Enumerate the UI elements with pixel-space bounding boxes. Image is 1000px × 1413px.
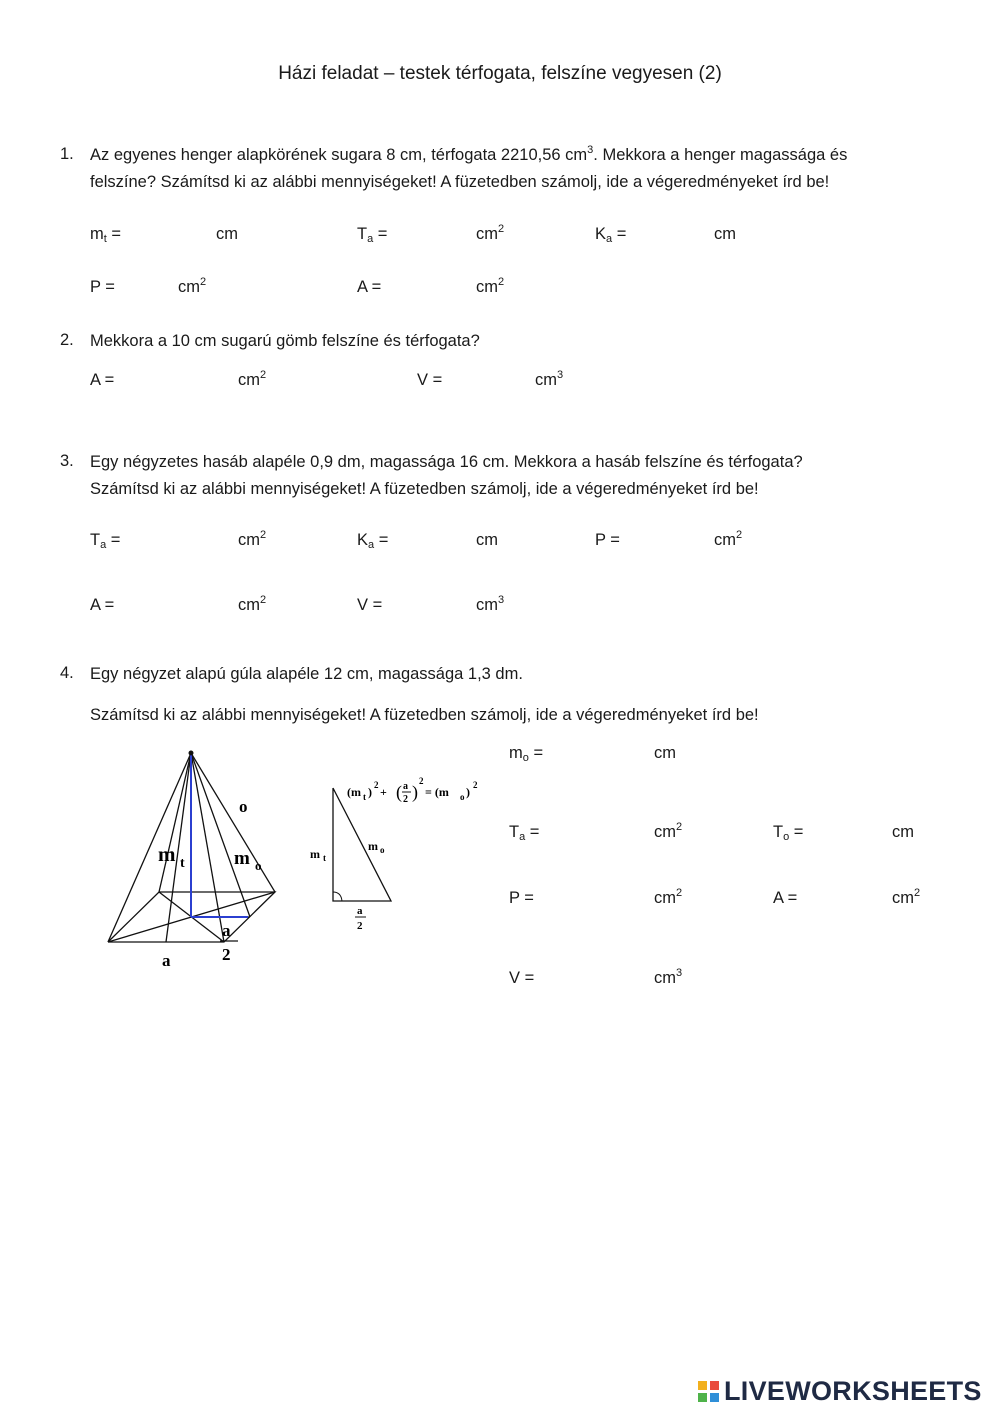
q4-ta-label: $T_a$ = [509, 823, 540, 843]
logo-square-l [698, 1381, 707, 1390]
q1-ka-unit: cm [714, 225, 736, 243]
q1-p-label: P = [90, 278, 115, 296]
q2-number: 2. [60, 331, 74, 349]
q4-mo-label: $m_o$ = [509, 744, 544, 764]
q4-v-label: V = [509, 969, 535, 987]
pyramid-label-mt: m [158, 842, 176, 866]
formula-plus: + [380, 785, 387, 799]
q1-ta-label: $T_a$ = [357, 225, 388, 245]
pyramid-label-a: a [162, 951, 171, 970]
pyramid-label-half-den: 2 [222, 945, 231, 964]
formula-frac-num: a [403, 781, 408, 792]
formula-exp3: 2 [473, 780, 478, 790]
q3-ka-unit: cm [476, 531, 498, 549]
liveworksheets-logo-text: LIVEWORKSHEETS [724, 1376, 982, 1406]
formula-mt: (m [347, 785, 361, 799]
q1-p-unit: $cm^2$ [178, 276, 207, 296]
q4-text-line2: Számítsd ki az alábbi mennyiségeket! A füzetedben számolj, ide a végeredményeket írd be! [90, 706, 759, 724]
q3-v-unit: $cm^3$ [476, 594, 505, 614]
q3-ta-unit: $cm^2$ [238, 529, 267, 549]
q4-a-unit: $cm^2$ [892, 887, 921, 907]
formula-exp2: 2 [419, 776, 424, 786]
triangle-label-mo: m [368, 839, 378, 853]
formula-eq: = (m [425, 785, 449, 799]
formula-mt-sub: t [363, 792, 366, 802]
page-title: Házi feladat – testek térfogata, felszíne vegyesen (2) [278, 63, 722, 84]
q1-ta-unit: $cm^2$ [476, 223, 505, 243]
triangle-label-half-den: 2 [357, 920, 363, 932]
q3-a-unit: $cm^2$ [238, 594, 267, 614]
pyramid-label-o: o [239, 797, 248, 816]
q1-mt-unit: cm [216, 225, 238, 243]
liveworksheets-logo-icon [698, 1381, 722, 1405]
pyramid-label-mo-sub: o [255, 858, 262, 873]
q3-ta-label: $T_a$ = [90, 531, 121, 551]
q1-a-label: A = [357, 278, 382, 296]
triangle-label-mt-sub: t [323, 853, 326, 863]
pyramid-label-mt-sub: t [180, 856, 185, 871]
q2-a-label: A = [90, 371, 115, 389]
formula-exp1: 2 [374, 780, 379, 790]
q4-mo-unit: cm [654, 744, 676, 762]
triangle-label-mt: m [310, 847, 320, 861]
q3-a-label: A = [90, 596, 115, 614]
formula-mo-sub: o [460, 792, 465, 802]
triangle-label-half-num: a [357, 905, 363, 917]
q1-text-line1: Az egyenes henger alapkörének sugara 8 cm, térfogata 2210,56 $cm^3$. Mekkora a henger magassága és [90, 144, 848, 164]
q4-to-label: $T_o$ = [773, 823, 804, 843]
q1-a-unit: $cm^2$ [476, 276, 505, 296]
q1-number: 1. [60, 145, 74, 163]
q4-to-unit: cm [892, 823, 914, 841]
q4-ta-unit: $cm^2$ [654, 821, 683, 841]
right-triangle-figure [305, 770, 500, 940]
q2-a-unit: $cm^2$ [238, 369, 267, 389]
q2-v-unit: $cm^3$ [535, 369, 564, 389]
q1-ka-label: $K_a$ = [595, 225, 627, 245]
q2-v-label: V = [417, 371, 443, 389]
q4-p-label: P = [509, 889, 534, 907]
svg-text:): ) [412, 782, 418, 802]
formula-close1: ) [368, 785, 372, 799]
triangle-label-mo-sub: o [380, 845, 385, 855]
q4-number: 4. [60, 664, 74, 682]
q1-mt-label: $m_t$ = [90, 225, 122, 245]
q4-p-unit: $cm^2$ [654, 887, 683, 907]
pyramid-label-half-num: a [222, 921, 231, 940]
q3-v-label: V = [357, 596, 383, 614]
pyramid-label-mo: m [234, 848, 250, 869]
q1-text-line2: felszíne? Számítsd ki az alábbi mennyiségeket! A füzetedben számolj, ide a végeredményeket írd be! [90, 173, 830, 191]
q3-p-label: P = [595, 531, 620, 549]
logo-square-i [710, 1381, 719, 1390]
formula-frac-den: 2 [403, 794, 408, 805]
formula-close2: ) [466, 785, 470, 799]
pyramid-figure [100, 745, 300, 975]
q3-ka-label: $K_a$ = [357, 531, 389, 551]
logo-square-v [698, 1393, 707, 1402]
q3-text-line1: Egy négyzetes hasáb alapéle 0,9 dm, magassága 16 cm. Mekkora a hasáb felszíne és térfogata? [90, 453, 803, 471]
q3-text-line2: Számítsd ki az alábbi mennyiségeket! A füzetedben számolj, ide a végeredményeket írd be! [90, 480, 759, 498]
q2-text-line1: Mekkora a 10 cm sugarú gömb felszíne és térfogata? [90, 332, 480, 350]
q4-text-line1: Egy négyzet alapú gúla alapéle 12 cm, magassága 1,3 dm. [90, 665, 523, 683]
q3-p-unit: $cm^2$ [714, 529, 743, 549]
q3-number: 3. [60, 452, 74, 470]
svg-text:(: ( [396, 782, 402, 802]
logo-square-e [710, 1393, 719, 1402]
q4-a-label: A = [773, 889, 798, 907]
q4-v-unit: $cm^3$ [654, 967, 683, 987]
